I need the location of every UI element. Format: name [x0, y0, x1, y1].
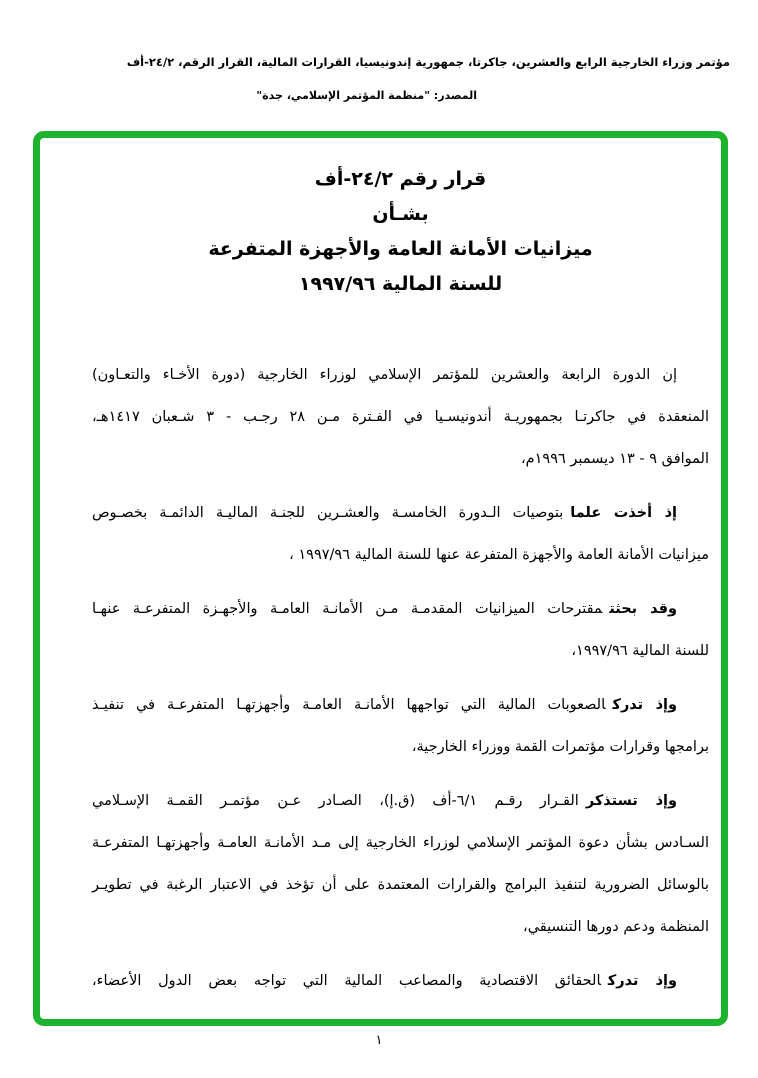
paragraph-lead: وقد بحثت: [609, 601, 677, 617]
paragraph-line: بالوسائل الضرورية لتنفيذ البرامج والقرارات المعتمدة على أن تؤخذ في الاعتبار الرغبة في تطويـر: [92, 877, 709, 893]
paragraph-line: برامجها وقرارات مؤتمرات القمة ووزراء الخارجية،: [411, 739, 709, 755]
paragraph-text: القـرار رقـم ٦/١-أف (ق.إ)، الصـادر عـن مؤتمـر القمـة الإسـلامي: [92, 793, 579, 809]
title-regarding-line: بشـأن: [372, 203, 429, 225]
preamble-paragraph-2: [92, 492, 709, 576]
frame-content: [40, 138, 721, 1019]
paragraph-text: بتوصيات الـدورة الخامسـة والعشـرين للجنـة الماليـة الدائمـة بخصـوص: [92, 505, 564, 521]
green-border-frame: [33, 131, 728, 1026]
preamble-paragraph-5: [92, 780, 709, 948]
resolution-title-block: [92, 162, 709, 302]
paragraph-lead: إذ أخذت علما: [570, 505, 677, 521]
paragraph-line: [92, 684, 709, 726]
preamble-paragraph-4: [92, 684, 709, 768]
paragraph-line: [92, 588, 709, 630]
paragraph-line: المنعقدة في جاكرتـا بجمهوريـة أندونيسـيا في الفـترة مـن ٢٨ رجـب - ٣ شـعبان ١٤١٧هـ،: [92, 409, 709, 425]
preamble-paragraph-1: [92, 354, 709, 480]
paragraph-line: السـادس بشأن دعوة المؤتمر الإسلامي لوزراء الخارجية إلى مـد الأمانـة العامـة وأجهزتهـا المتفرعـة: [92, 835, 709, 851]
paragraph-text: الحقائق الاقتصادية والمصاعب المالية التي تواجه بعض الدول الأعضاء،: [92, 973, 601, 989]
resolution-number-line: قرار رقم ٢٤/٢-أف: [314, 168, 487, 190]
paragraph-line: ميزانيات الأمانة العامة والأجهزة المتفرعة عنها للسنة المالية ١٩٩٧/٩٦ ،: [289, 547, 709, 563]
paragraph-line: الموافق ٩ - ١٣ ديسمبر ١٩٩٦م،: [520, 451, 709, 467]
paragraph-line: [92, 354, 709, 396]
paragraph-lead: وإذ تدرك: [612, 697, 677, 713]
resolution-body: [92, 354, 709, 1002]
paragraph-line: المنظمة ودعم دورها التنسيقي،: [523, 919, 709, 935]
paragraph-line: [92, 780, 709, 822]
header-citation: مؤتمر وزراء الخارجية الرابع والعشرين، جاكرتا، جمهورية إندونيسيا، القرارات المالية، القرار الرقم، ٢٤/٢-أف: [126, 55, 730, 69]
preamble-paragraph-3: [92, 588, 709, 672]
paragraph-line: [92, 960, 709, 1002]
paragraph-lead: وإذ تدرك: [607, 973, 677, 989]
header-source: المصدر: "منظمة المؤتمر الإسلامي، جدة": [256, 89, 477, 102]
preamble-paragraph-6: [92, 960, 709, 1002]
title-fiscal-year-line: للسنة المالية ١٩٩٧/٩٦: [298, 273, 503, 295]
page-number: ١: [375, 1033, 383, 1048]
paragraph-lead: وإذ تستذكر: [585, 793, 677, 809]
paragraph-text: مقترحات الميزانيات المقدمـة مـن الأمانـة العامـة والأجهـزة المتفرعـة عنهـا: [92, 601, 603, 617]
paragraph-line: [92, 492, 709, 534]
title-subject-line: ميزانيات الأمانة العامة والأجهزة المتفرعة: [208, 238, 593, 260]
paragraph-text: إن الدورة الرابعة والعشرين للمؤتمر الإسلامي لوزراء الخارجية (دورة الأخـاء والتعـاون): [92, 367, 677, 383]
paragraph-text: الصعوبات المالية التي تواجهها الأمانـة العامـة وأجهزتهـا المتفرعـة في تنفيـذ: [92, 697, 606, 713]
paragraph-line: للسنة المالية ١٩٩٧/٩٦،: [571, 643, 709, 659]
